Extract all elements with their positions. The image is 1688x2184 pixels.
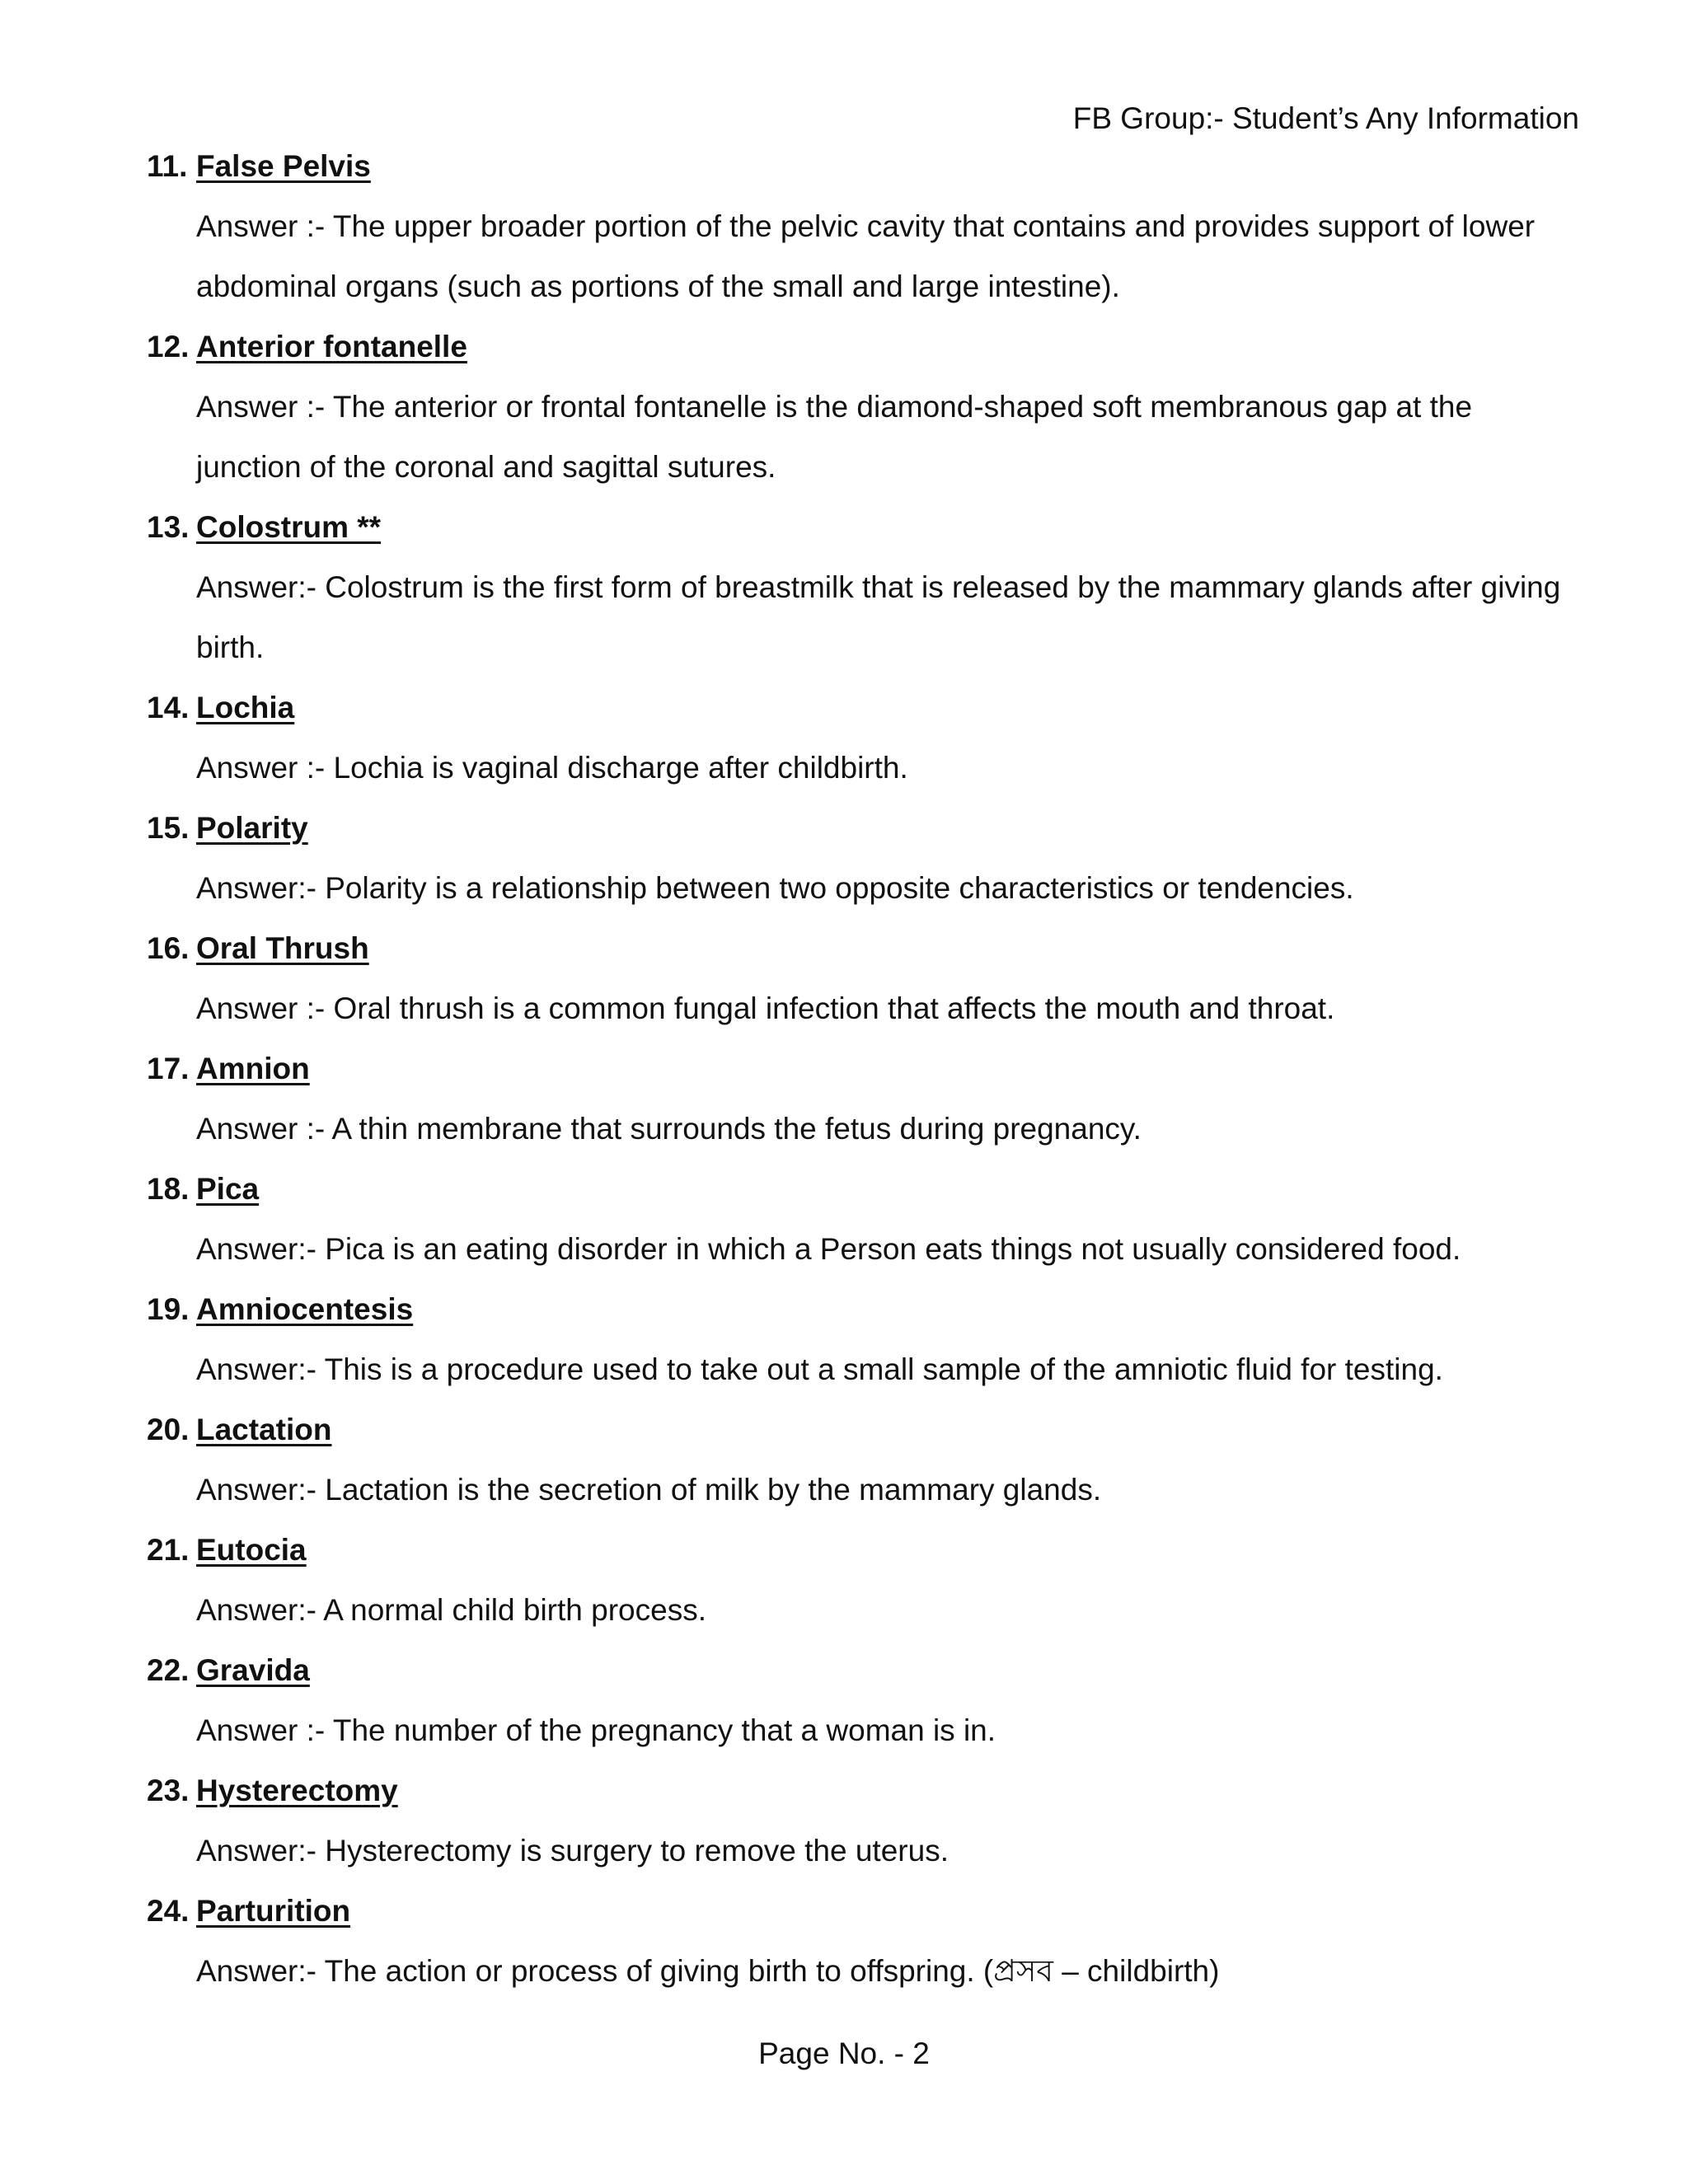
definition-item (147, 497, 1581, 677)
term-line (147, 798, 1581, 858)
item-number: 22. (147, 1653, 190, 1687)
term-line (147, 918, 1581, 978)
answer-text: Answer:- A normal child birth process. (196, 1593, 706, 1627)
item-number: 19. (147, 1292, 190, 1326)
term-title: Pica (196, 1172, 260, 1206)
answer-text: Answer:- The action or process of giving birth to offspring. (প্রসব – childbirth) (196, 1954, 1220, 1988)
term-line (147, 1520, 1581, 1580)
term-title: Hysterectomy (196, 1774, 398, 1807)
definition-item (147, 918, 1581, 1038)
item-number: 23. (147, 1774, 190, 1807)
answer-text: Answer :- A thin membrane that surrounds the fetus during pregnancy. (196, 1112, 1142, 1146)
definition-item (147, 316, 1581, 497)
answer-text: Answer :- The upper broader portion of the pelvic cavity that contains and provides support of lower abdominal organs (such as portions of the small and large intestine). (196, 209, 1536, 303)
answer-text: Answer:- Pica is an eating disorder in which a Person eats things not usually considered food. (196, 1232, 1461, 1266)
item-number: 24. (147, 1894, 190, 1928)
term-line (147, 1399, 1581, 1460)
answer-text: Answer:- This is a procedure used to take out a small sample of the amniotic fluid for testing. (196, 1352, 1443, 1386)
term-title: Eutocia (196, 1533, 307, 1567)
term-line (147, 1038, 1581, 1099)
answer-text: Answer:- Polarity is a relationship between two opposite characteristics or tendencies. (196, 871, 1354, 905)
term-line (147, 1279, 1581, 1339)
definition-item (147, 1760, 1581, 1881)
term-title: Lactation (196, 1413, 332, 1446)
term-line (147, 1640, 1581, 1700)
answer-text: Answer :- The number of the pregnancy that a woman is in. (196, 1713, 996, 1747)
item-number: 21. (147, 1533, 190, 1567)
term-title: Polarity (196, 811, 308, 845)
item-number: 18. (147, 1172, 190, 1206)
answer-text: Answer:- Hysterectomy is surgery to remove the uterus. (196, 1834, 949, 1868)
answer-text: Answer :- Oral thrush is a common fungal infection that affects the mouth and throat. (196, 991, 1335, 1025)
term-title: Amniocentesis (196, 1292, 414, 1326)
term-line (147, 677, 1581, 738)
term-title: Gravida (196, 1653, 310, 1687)
definition-item (147, 1881, 1581, 2001)
page-number: Page No. - 2 (758, 2036, 930, 2070)
answer-text: Answer:- Colostrum is the first form of breastmilk that is released by the mammary glands after giving birth. (196, 570, 1561, 664)
item-number: 11. (147, 149, 188, 183)
item-number: 16. (147, 931, 190, 965)
definition-item (147, 1520, 1581, 1640)
term-title: Anterior fontanelle (196, 330, 467, 363)
item-number: 12. (147, 330, 190, 363)
term-title: Lochia (196, 691, 295, 724)
term-line (147, 497, 1581, 557)
answer-text: Answer:- Lactation is the secretion of milk by the mammary glands. (196, 1473, 1102, 1507)
item-number: 17. (147, 1052, 190, 1085)
definition-item (147, 1279, 1581, 1399)
answer-text: Answer :- The anterior or frontal fontanelle is the diamond-shaped soft membranous gap at the junction of the coronal and sagittal sutures. (196, 390, 1473, 484)
term-title: Amnion (196, 1052, 310, 1085)
term-line (147, 1760, 1581, 1821)
term-line (147, 136, 1581, 196)
term-line (147, 316, 1581, 377)
definition-item (147, 1038, 1581, 1159)
definition-item (147, 136, 1581, 316)
definition-item (147, 1399, 1581, 1520)
definition-item (147, 677, 1581, 798)
item-number: 20. (147, 1413, 190, 1446)
page-header: FB Group:- Student’s Any Information (1072, 101, 1579, 135)
term-title: False Pelvis (196, 149, 371, 183)
term-title: Oral Thrush (196, 931, 369, 965)
term-title: Colostrum ** (196, 510, 382, 544)
item-number: 14. (147, 691, 190, 724)
term-line (147, 1159, 1581, 1219)
term-line (147, 1881, 1581, 1941)
item-number: 15. (147, 811, 190, 845)
answer-text: Answer :- Lochia is vaginal discharge after childbirth. (196, 751, 908, 785)
definition-item (147, 798, 1581, 918)
definitions-list (147, 136, 1581, 2001)
term-title: Parturition (196, 1894, 351, 1928)
definition-item (147, 1640, 1581, 1760)
definition-item (147, 1159, 1581, 1279)
item-number: 13. (147, 510, 190, 544)
